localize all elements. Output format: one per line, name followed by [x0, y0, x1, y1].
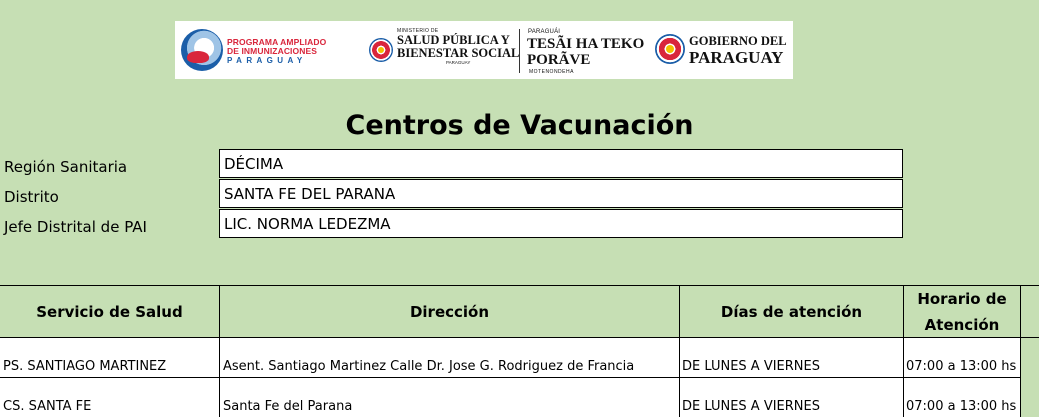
ministry-logo: [367, 21, 520, 79]
table-cell-direccion[interactable]: Asent. Santiago Martinez Calle Dr. Jose G. Rodriguez de Francia: [223, 359, 635, 374]
table-cell-direccion[interactable]: Santa Fe del Parana: [223, 399, 353, 414]
table-col-divider-4: [1020, 285, 1021, 417]
info-value-distrito[interactable]: SANTA FE DEL PARANA: [219, 179, 903, 208]
gobierno-logo: [653, 21, 793, 79]
table-cell-servicio[interactable]: PS. SANTIAGO MARTINEZ: [3, 359, 167, 374]
national-seal-icon: [369, 38, 393, 62]
column-header-direccion: Dirección: [409, 302, 490, 321]
table-cell-servicio[interactable]: CS. SANTA FE: [3, 399, 92, 414]
column-header-servicio: Servicio de Salud: [36, 302, 183, 321]
gobierno-logo-line2: PARAGUAY: [689, 48, 784, 67]
government-seal-icon: [655, 34, 685, 64]
table-header-border: [0, 337, 1039, 338]
tesai-logo: [527, 21, 645, 79]
info-value-region[interactable]: DÉCIMA: [219, 149, 903, 178]
ministry-logo-tiny: PARAGUAY: [446, 60, 471, 65]
table-cell-dias[interactable]: DE LUNES A VIERNES: [682, 359, 820, 374]
table-cell-dias[interactable]: DE LUNES A VIERNES: [682, 399, 820, 414]
table-cell-horario[interactable]: 07:00 a 13:00 hs: [906, 359, 1017, 374]
ministry-logo-line2: BIENESTAR SOCIAL: [397, 46, 520, 60]
info-label-distrito: Distrito: [4, 188, 59, 206]
column-header-dias: Días de atención: [720, 302, 863, 321]
column-header-horario: Horario de Atención: [917, 289, 1007, 334]
info-value-jefe[interactable]: LIC. NORMA LEDEZMA: [219, 209, 903, 238]
pai-logo-line3: PARAGUAY: [227, 56, 307, 65]
pai-emblem-icon: [181, 29, 223, 71]
tesai-logo-line1: TESÃI HA TEKO: [527, 36, 645, 52]
table-cell-horario[interactable]: 07:00 a 13:00 hs: [906, 399, 1017, 414]
pai-logo-line2: DE INMUNIZACIONES: [227, 46, 318, 56]
page-title: Centros de Vacunación: [345, 110, 694, 141]
header-logos-banner: [175, 21, 793, 79]
pai-logo-line1: PROGRAMA AMPLIADO: [227, 37, 327, 47]
info-label-region: Región Sanitaria: [4, 158, 128, 176]
tesai-logo-small: PARAGUÁI: [528, 29, 561, 35]
tesai-logo-tiny: MOTENONDEHA: [529, 69, 574, 75]
gobierno-logo-line1: GOBIERNO DEL: [689, 34, 787, 48]
info-label-jefe: Jefe Distrital de PAI: [4, 218, 147, 236]
ministry-logo-small: MINISTERIO DE: [397, 28, 439, 34]
ministry-logo-line1: SALUD PÚBLICA Y: [397, 33, 510, 47]
tesai-logo-line2: PORÃVE: [527, 52, 591, 68]
pai-logo: [177, 21, 347, 79]
table-row-border: [0, 377, 1020, 378]
logo-divider: [519, 29, 520, 73]
